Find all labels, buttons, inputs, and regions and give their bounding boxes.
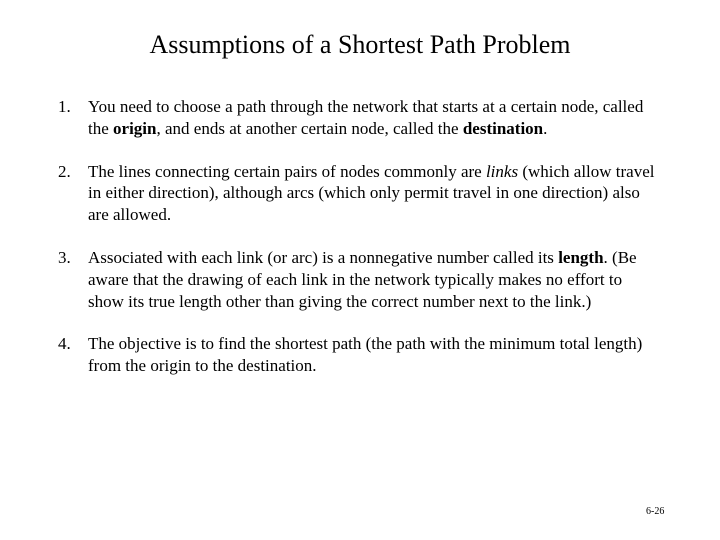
item-number: 3.: [58, 247, 71, 267]
item-text: Associated with each link (or arc) is a nonnegative number called its: [88, 247, 559, 267]
item-text: The lines connecting certain pairs of nodes commonly are: [88, 161, 486, 181]
list-item: [58, 96, 658, 140]
item-text: , and ends at another certain node, called the: [156, 118, 463, 138]
item-text: . (Be aware that the drawing of each link in the network typically makes no effort to show its true length other than giving the correct number next to the link.): [88, 247, 637, 311]
term-origin: origin: [113, 118, 157, 138]
item-number: 2.: [58, 161, 71, 181]
item-number: 4.: [58, 334, 71, 354]
list-item: [58, 333, 658, 377]
slide-title: Assumptions of a Shortest Path Problem: [149, 30, 571, 59]
item-text: The objective is to find the shortest path (the path with the minimum total length) from the origin to the destination.: [88, 334, 643, 376]
term-destination: destination: [462, 118, 544, 138]
list-item: [58, 161, 658, 226]
assumptions-list: [58, 96, 658, 377]
item-text: (which allow travel in either direction), although arcs (which only permit travel in one direction) also are allowed.: [88, 161, 655, 225]
item-number: 1.: [58, 97, 71, 116]
item-text: .: [543, 118, 548, 138]
item-text: You need to choose a path through the network that starts at a certain node, called the: [88, 97, 644, 138]
term-length: length: [558, 247, 604, 267]
page-number: 6-26: [646, 506, 665, 517]
list-item: [58, 247, 658, 312]
term-links: links: [485, 161, 519, 181]
